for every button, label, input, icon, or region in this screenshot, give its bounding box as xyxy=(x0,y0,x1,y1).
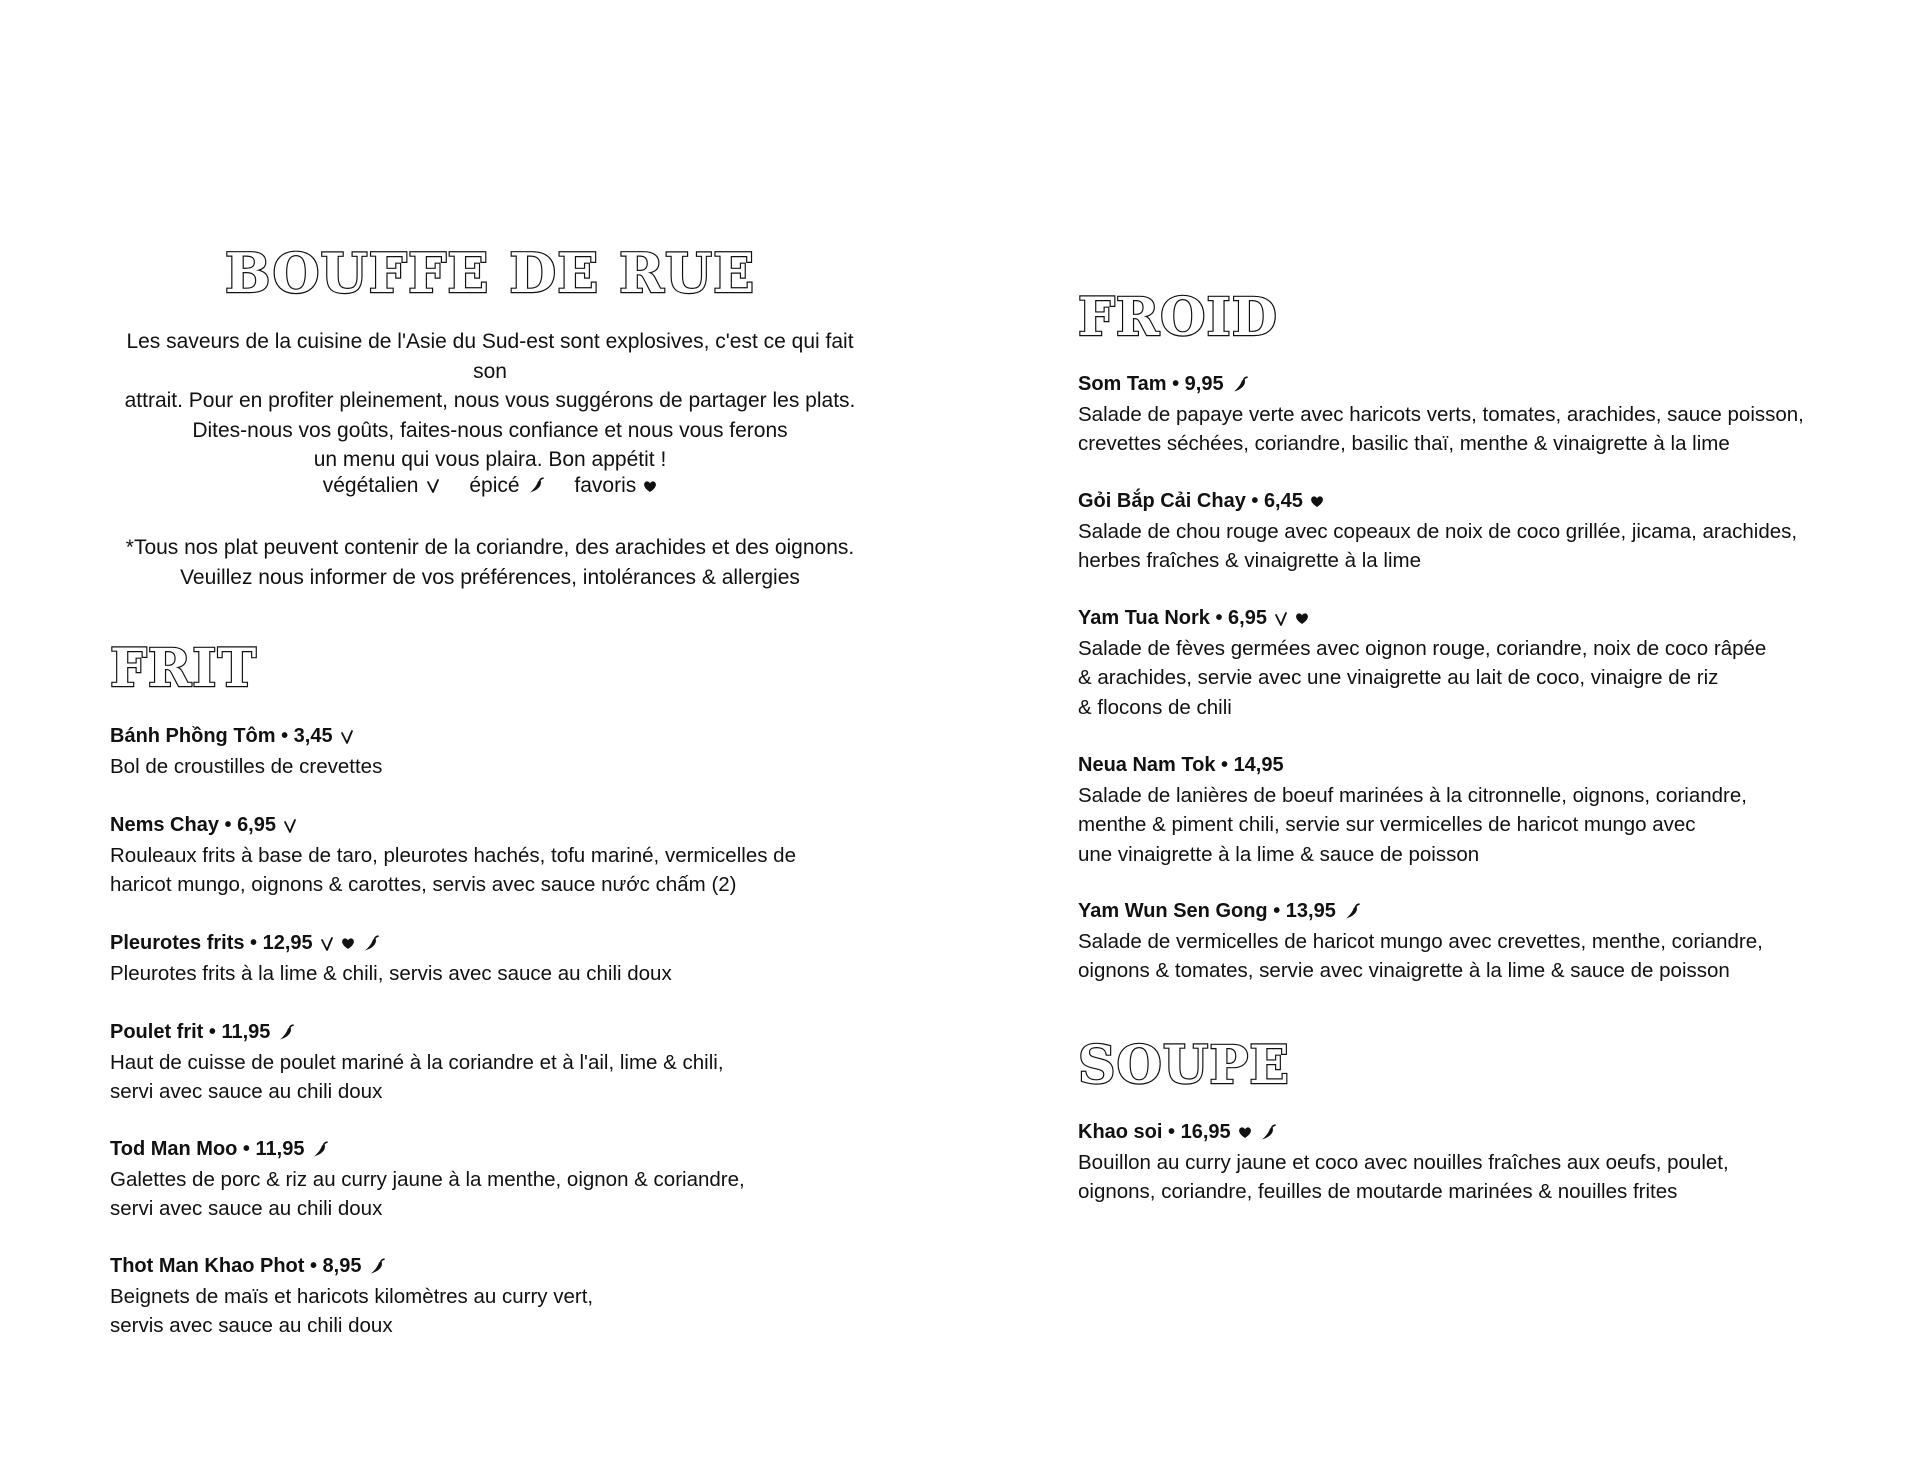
price-separator: • xyxy=(1221,754,1234,776)
menu-item xyxy=(110,1135,870,1224)
note-line: Veuillez nous informer de vos préférences, intolérances & allergies xyxy=(180,565,800,589)
menu-item xyxy=(1078,370,1838,459)
item-price: 3,45 xyxy=(293,725,333,747)
item-name: Yam Wun Sen Gong xyxy=(1078,900,1268,922)
item-description-line: Beignets de maïs et haricots kilomètres au curry vert, xyxy=(110,1284,594,1308)
item-head xyxy=(110,722,870,752)
chili-icon xyxy=(362,935,380,953)
allergy-note xyxy=(110,533,870,592)
item-description-line: servis avec sauce au chili doux xyxy=(110,1314,393,1338)
item-price: 11,95 xyxy=(221,1021,271,1043)
item-description-line: Rouleaux frits à base de taro, pleurotes hachés, tofu mariné, vermicelles de xyxy=(110,843,796,867)
legend-favorite xyxy=(574,474,657,497)
item-description-line: servi avec sauce au chili doux xyxy=(110,1197,383,1221)
price-separator: • xyxy=(1209,607,1229,629)
price-separator: • xyxy=(237,1138,256,1160)
item-price: 6,95 xyxy=(237,814,276,836)
item-name: Som Tam xyxy=(1078,373,1167,395)
price-separator: • xyxy=(1267,900,1286,922)
heart-icon xyxy=(341,937,355,950)
price-separator: • xyxy=(1245,490,1264,512)
item-head xyxy=(110,811,870,841)
item-price: 11,95 xyxy=(255,1138,305,1160)
item-head xyxy=(1078,370,1838,400)
section-title-soupe: SOUPE xyxy=(1078,1035,1290,1096)
item-description-line: & flocons de chili xyxy=(1078,695,1232,719)
vegan-icon xyxy=(283,818,297,834)
chili-icon xyxy=(1259,1124,1277,1142)
item-head xyxy=(1078,1118,1838,1148)
menu-item xyxy=(1078,1118,1838,1207)
item-description-line: menthe & piment chili, servie sur vermicelles de haricot mungo avec xyxy=(1078,813,1696,837)
price-separator: • xyxy=(218,814,238,836)
item-description-line: Salade de fèves germées avec oignon rouge, coriandre, noix de coco râpée xyxy=(1078,636,1767,660)
item-head xyxy=(1078,897,1838,927)
price-separator: • xyxy=(1162,1121,1181,1143)
legend-vegan-label: végétalien xyxy=(322,474,419,497)
menu-title: BOUFFE DE RUE xyxy=(224,241,756,305)
legend xyxy=(110,474,870,498)
legend-spicy-label: épicé xyxy=(469,474,520,497)
item-price: 9,95 xyxy=(1184,373,1224,395)
intro-line: Les saveurs de la cuisine de l'Asie du Sud-est sont explosives, c'est ce qui fait son xyxy=(126,330,854,383)
item-description-line: Salade de papaye verte avec haricots verts, tomates, arachides, sauce poisson, xyxy=(1078,402,1804,426)
item-name: Bánh Phồng Tôm xyxy=(110,725,276,747)
item-description-line: Salade de vermicelles de haricot mungo avec crevettes, menthe, coriandre, xyxy=(1078,929,1763,953)
intro-line: Dites-nous vos goûts, faites-nous confiance et nous vous ferons xyxy=(192,418,788,442)
item-name: Pleurotes frits xyxy=(110,932,245,954)
menu-item xyxy=(110,722,870,781)
vegan-icon xyxy=(426,478,440,494)
heart-icon xyxy=(1238,1126,1252,1139)
item-head xyxy=(1078,487,1838,517)
intro-line: attrait. Pour en profiter pleinement, nous vous suggérons de partager les plats. xyxy=(124,389,856,413)
item-price: 14,95 xyxy=(1233,754,1284,776)
chili-icon xyxy=(368,1258,386,1276)
price-separator: • xyxy=(203,1021,222,1043)
heart-icon xyxy=(1295,612,1309,625)
heart-icon xyxy=(643,480,657,493)
item-head xyxy=(1078,604,1838,634)
chili-icon xyxy=(1343,903,1361,921)
item-name: Neua Nam Tok xyxy=(1078,754,1221,776)
menu-item xyxy=(110,1252,870,1341)
menu-item xyxy=(110,1018,870,1107)
item-price: 13,95 xyxy=(1285,900,1336,922)
item-price: 12,95 xyxy=(262,932,313,954)
item-price: 6,95 xyxy=(1228,607,1267,629)
menu-item xyxy=(1078,487,1838,576)
legend-favorite-label: favoris xyxy=(574,474,637,497)
item-head xyxy=(110,929,870,959)
item-name: Yam Tua Nork xyxy=(1078,607,1210,629)
menu-item xyxy=(1078,604,1838,722)
legend-vegan xyxy=(323,474,440,497)
item-description-line: Salade de chou rouge avec copeaux de noix de coco grillée, jicama, arachides, xyxy=(1078,519,1798,543)
vegan-icon xyxy=(340,729,354,745)
chili-icon xyxy=(527,477,545,495)
menu-item xyxy=(110,929,870,988)
item-price: 8,95 xyxy=(322,1255,362,1277)
item-name: Tod Man Moo xyxy=(110,1138,238,1160)
item-description-line: & arachides, servie avec une vinaigrette au lait de coco, vinaigre de riz xyxy=(1078,666,1719,690)
item-description-line: Galettes de porc & riz au curry jaune à la menthe, oignon & coriandre, xyxy=(110,1167,745,1191)
price-separator: • xyxy=(304,1255,323,1277)
item-description-line: crevettes séchées, coriandre, basilic thaï, menthe & vinaigrette à la lime xyxy=(1078,432,1730,456)
item-head xyxy=(110,1135,870,1165)
item-price: 16,95 xyxy=(1180,1121,1231,1143)
item-description-line: servi avec sauce au chili doux xyxy=(110,1080,383,1104)
price-separator: • xyxy=(275,725,294,747)
item-head xyxy=(110,1018,870,1048)
intro-line: un menu qui vous plaira. Bon appétit ! xyxy=(313,448,667,472)
menu-item xyxy=(110,811,870,900)
item-description-line: Bouillon au curry jaune et coco avec nouilles fraîches aux oeufs, poulet, xyxy=(1078,1150,1729,1174)
vegan-icon xyxy=(320,936,334,952)
item-description-line: une vinaigrette à la lime & sauce de poisson xyxy=(1078,842,1480,866)
item-price: 6,45 xyxy=(1263,490,1303,512)
item-description-line: herbes fraîches & vinaigrette à la lime xyxy=(1078,549,1421,573)
price-separator: • xyxy=(244,932,263,954)
price-separator: • xyxy=(1166,373,1185,395)
section-title-froid: FROID xyxy=(1078,287,1278,348)
heart-icon xyxy=(1310,495,1324,508)
chili-icon xyxy=(277,1024,295,1042)
item-head xyxy=(110,1252,870,1282)
item-head xyxy=(1078,751,1838,781)
menu-item xyxy=(1078,897,1838,986)
legend-spicy xyxy=(469,474,544,497)
chili-icon xyxy=(311,1141,329,1159)
menu-item xyxy=(1078,751,1838,869)
item-name: Nems Chay xyxy=(110,814,219,836)
item-description-line: Haut de cuisse de poulet mariné à la coriandre et à l'ail, lime & chili, xyxy=(110,1050,724,1074)
item-name: Poulet frit xyxy=(110,1021,204,1043)
item-description-line: haricot mungo, oignons & carottes, servis avec sauce nước chấm (2) xyxy=(110,873,737,897)
intro-text xyxy=(110,327,870,475)
item-description-line: oignons & tomates, servie avec vinaigrette à la lime & sauce de poisson xyxy=(1078,959,1730,983)
item-name: Khao soi xyxy=(1078,1121,1163,1143)
item-description-line: oignons, coriandre, feuilles de moutarde marinées & nouilles frites xyxy=(1078,1180,1678,1204)
item-name: Gỏi Bắp Cải Chay xyxy=(1078,490,1246,512)
item-description-line: Pleurotes frits à la lime & chili, servis avec sauce au chili doux xyxy=(110,961,672,985)
item-name: Thot Man Khao Phot xyxy=(110,1255,305,1277)
vegan-icon xyxy=(1274,611,1288,627)
note-line: *Tous nos plat peuvent contenir de la coriandre, des arachides et des oignons. xyxy=(125,536,855,559)
item-description-line: Salade de lanières de boeuf marinées à la citronnelle, oignons, coriandre, xyxy=(1078,783,1747,807)
item-description-line: Bol de croustilles de crevettes xyxy=(110,754,383,778)
chili-icon xyxy=(1231,376,1249,394)
section-title-frit: FRIT xyxy=(110,638,258,699)
